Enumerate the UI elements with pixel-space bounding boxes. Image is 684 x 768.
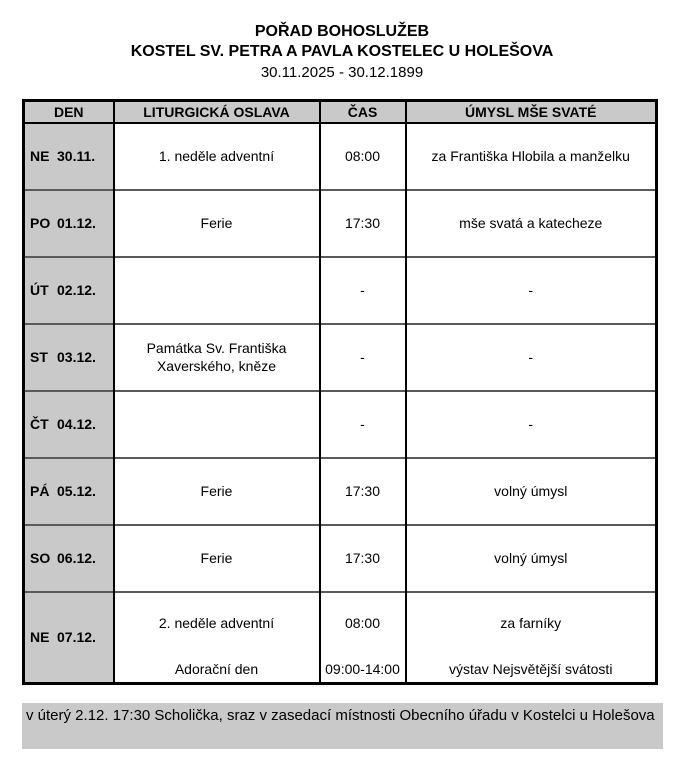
day-date: 06.12.: [57, 550, 96, 566]
table-header-row: [24, 101, 657, 123]
table-row: [24, 123, 657, 190]
time-line2: 09:00-14:00: [325, 660, 400, 677]
day-abbr: ČT: [30, 416, 49, 432]
table-row: [24, 190, 657, 257]
day-cell: [24, 324, 114, 391]
celebration-cell: Památka Sv. Františka Xaverského, kněze: [114, 324, 320, 391]
time-cell: 17:30: [320, 458, 406, 525]
day-cell: [24, 190, 114, 257]
day-date: 02.12.: [57, 282, 96, 298]
celebration-cell: [114, 592, 320, 684]
day-cell: [24, 257, 114, 324]
time-cell: -: [320, 391, 406, 458]
service-schedule-table: [22, 99, 658, 685]
time-cell: 17:30: [320, 190, 406, 257]
intention-cell: -: [406, 391, 657, 458]
date-range: 30.11.2025 - 30.12.1899: [260, 64, 424, 81]
day-abbr: NE: [30, 629, 50, 645]
intention-cell: -: [406, 324, 657, 391]
column-header-celebration: LITURGICKÁ OSLAVA: [114, 101, 320, 123]
table-row: [24, 257, 657, 324]
day-date: 04.12.: [57, 416, 96, 432]
intention-cell: mše svatá a katecheze: [406, 190, 657, 257]
time-cell: [320, 592, 406, 684]
table-row: [24, 324, 657, 391]
celebration-cell: Ferie: [114, 458, 320, 525]
day-date: 05.12.: [57, 483, 96, 499]
intention-cell: za Františka Hlobila a manželku: [406, 123, 657, 190]
table-row: [24, 592, 657, 684]
day-abbr: SO: [30, 550, 51, 566]
time-cell: 08:00: [320, 123, 406, 190]
time-cell: -: [320, 324, 406, 391]
day-abbr: ST: [30, 349, 48, 365]
celebration-cell: Ferie: [114, 190, 320, 257]
day-cell: [24, 525, 114, 592]
column-header-intention: ÚMYSL MŠE SVATÉ: [406, 101, 657, 123]
day-cell: [24, 391, 114, 458]
time-cell: -: [320, 257, 406, 324]
day-cell: [24, 123, 114, 190]
column-header-time: ČAS: [320, 101, 406, 123]
intention-cell: volný úmysl: [406, 525, 657, 592]
day-abbr: PÁ: [30, 483, 50, 499]
column-header-day: DEN: [24, 101, 114, 123]
document-header: [0, 0, 684, 83]
intention-line2: výstav Nejsvětější svátosti: [449, 660, 613, 677]
intention-cell: -: [406, 257, 657, 324]
time-dual: [324, 595, 402, 680]
day-abbr: NE: [30, 148, 50, 164]
footer-note: v úterý 2.12. 17:30 Scholička, sraz v zasedací místnosti Obecního úřadu v Kostelci u Holešova: [22, 703, 663, 749]
celebration-cell: 1. neděle adventní: [114, 123, 320, 190]
celebration-line1: 2. neděle adventní: [158, 614, 275, 631]
time-line1: 08:00: [344, 614, 381, 631]
celebration-cell: [114, 257, 320, 324]
day-date: 07.12.: [57, 629, 96, 645]
day-date: 01.12.: [57, 215, 96, 231]
day-date: 30.11.: [57, 148, 96, 164]
celebration-cell: [114, 391, 320, 458]
table-row: [24, 458, 657, 525]
day-abbr: PO: [30, 215, 51, 231]
intention-cell: [406, 592, 657, 684]
table-row: [24, 525, 657, 592]
page-title: POŘAD BOHOSLUŽEB: [254, 23, 430, 40]
time-cell: 17:30: [320, 525, 406, 592]
day-cell: [24, 458, 114, 525]
celebration-dual: [118, 595, 316, 680]
celebration-cell: Ferie: [114, 525, 320, 592]
intention-line1: za farníky: [500, 614, 562, 631]
table-row: [24, 391, 657, 458]
day-date: 03.12.: [57, 349, 96, 365]
celebration-line2: Adorační den: [174, 660, 259, 677]
intention-cell: volný úmysl: [406, 458, 657, 525]
day-cell: [24, 592, 114, 684]
intention-dual: [410, 595, 653, 680]
page-subtitle: KOSTEL SV. PETRA A PAVLA KOSTELEC U HOLEŠOVA: [130, 43, 554, 60]
day-abbr: ÚT: [30, 282, 49, 298]
